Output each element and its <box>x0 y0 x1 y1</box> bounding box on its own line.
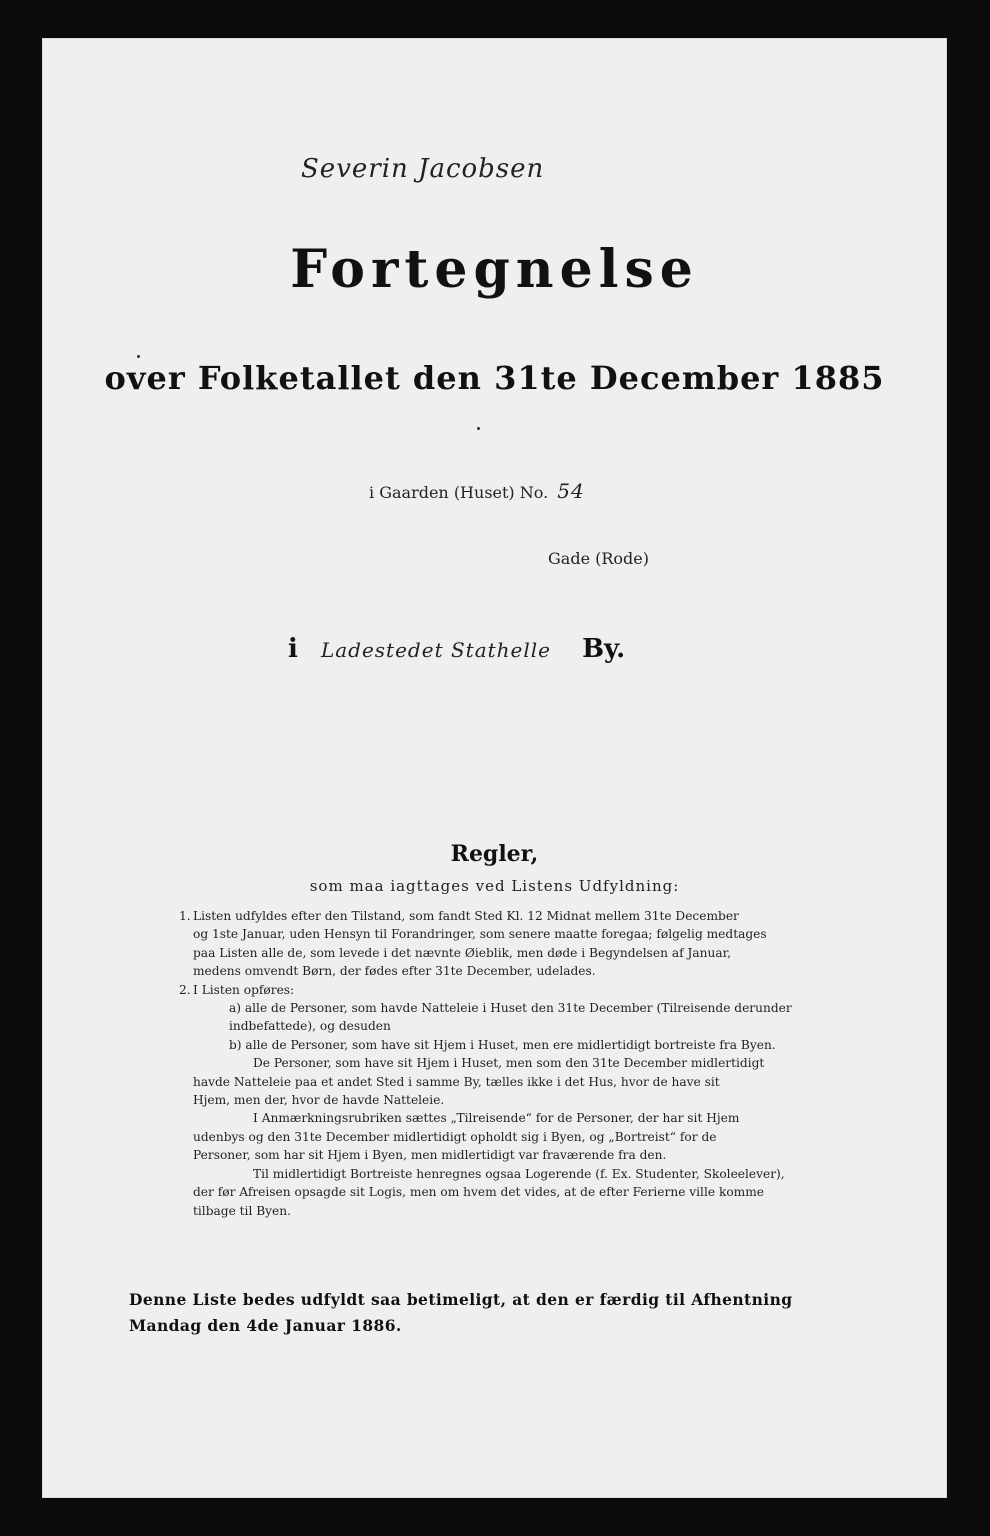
rule-line <box>141 1183 901 1201</box>
rules-subtitle: som maa iagttages ved Listens Udfyldning: <box>309 877 680 895</box>
census-form-page <box>42 38 947 1498</box>
gade-label: Gade (Rode) <box>548 549 649 568</box>
rule-text: De Personer, som have sit Hjem i Huset, men som den 31te December midlertidigt <box>253 1056 765 1071</box>
rule-text: Til midlertidigt Bortreiste henregnes ogsaa Logerende (f. Ex. Studenter, Skoleelever), <box>253 1166 785 1181</box>
rule-text: Personer, som har sit Hjem i Byen, men midlertidigt var fraværende fra den. <box>193 1148 667 1163</box>
by-line <box>288 634 625 664</box>
footer-line-2: Mandag den 4de Januar 1886. <box>129 1316 402 1335</box>
rule-text: I Listen opføres: <box>193 982 295 997</box>
rule-line <box>141 907 901 925</box>
by-handwritten: Ladestedet Stathelle <box>320 638 552 662</box>
rule-line <box>141 1202 901 1220</box>
rule-text: havde Natteleie paa et andet Sted i samme By, tælles ikke i det Hus, hvor de have sit <box>193 1074 720 1089</box>
rule-line <box>141 1054 901 1072</box>
rules-list <box>141 907 901 1220</box>
rule-text: medens omvendt Børn, der fødes efter 31te December, udelades. <box>193 964 596 979</box>
rule-text: paa Listen alle de, som levede i det nævnte Øieblik, men døde i Begyndelsen af Januar, <box>193 945 731 960</box>
rule-number: 2. <box>179 982 191 997</box>
rule-text: Listen udfyldes efter den Tilstand, som fandt Sted Kl. 12 Midnat mellem 31te December <box>193 909 739 923</box>
gaard-label: i Gaarden (Huset) No. <box>369 483 549 502</box>
rule-line <box>141 981 901 999</box>
ink-speck <box>477 427 480 430</box>
rule-line <box>141 999 901 1017</box>
rule-line <box>141 1091 901 1109</box>
footer-notice <box>129 1287 909 1339</box>
rule-line <box>141 1017 901 1035</box>
form-subtitle: over Folketallet den 31te December 1885 <box>104 359 885 397</box>
rule-text: indbefattede), og desuden <box>229 1019 391 1034</box>
rule-line <box>141 1036 901 1054</box>
ink-speck <box>137 355 140 358</box>
gaard-number: 54 <box>557 479 585 503</box>
gaard-line <box>369 479 585 503</box>
rule-number: 1. <box>179 909 191 923</box>
rule-text: og 1ste Januar, uden Hensyn til Forandringer, som senere maatte foregaa; følgelig medtages <box>193 927 767 942</box>
rule-line <box>141 1128 901 1146</box>
rule-line <box>141 1146 901 1164</box>
rule-line <box>141 962 901 980</box>
rule-text: udenbys og den 31te December midlertidigt opholdt sig i Byen, og „Bortreist“ for de <box>193 1129 717 1144</box>
rules-title: Regler, <box>450 841 539 867</box>
rule-text: der før Afreisen opsagde sit Logis, men om hvem det vides, at de efter Ferierne ville komme <box>193 1185 764 1200</box>
rule-text: a) alle de Personer, som havde Natteleie i Huset den 31te December (Tilreisende derunder <box>229 1001 792 1016</box>
handwritten-name: Severin Jacobsen <box>301 154 545 184</box>
rule-line <box>141 925 901 943</box>
rule-line <box>141 1165 901 1183</box>
by-suffix: By. <box>582 634 626 664</box>
rule-text: tilbage til Byen. <box>193 1203 291 1218</box>
footer-line-1: Denne Liste bedes udfyldt saa betimeligt, at den er færdig til Afhentning <box>129 1290 793 1309</box>
rule-line <box>141 1073 901 1091</box>
rule-text: b) alle de Personer, som have sit Hjem i Huset, men ere midlertidigt bortreiste fra Byen. <box>229 1037 776 1052</box>
rule-line <box>141 944 901 962</box>
by-prefix: i <box>288 634 298 664</box>
rule-text: Hjem, men der, hvor de havde Natteleie. <box>193 1093 445 1108</box>
rule-text: I Anmærkningsrubriken sættes „Tilreisende“ for de Personer, der har sit Hjem <box>253 1111 740 1126</box>
rule-line <box>141 1109 901 1127</box>
form-title: Fortegnelse <box>290 239 699 300</box>
